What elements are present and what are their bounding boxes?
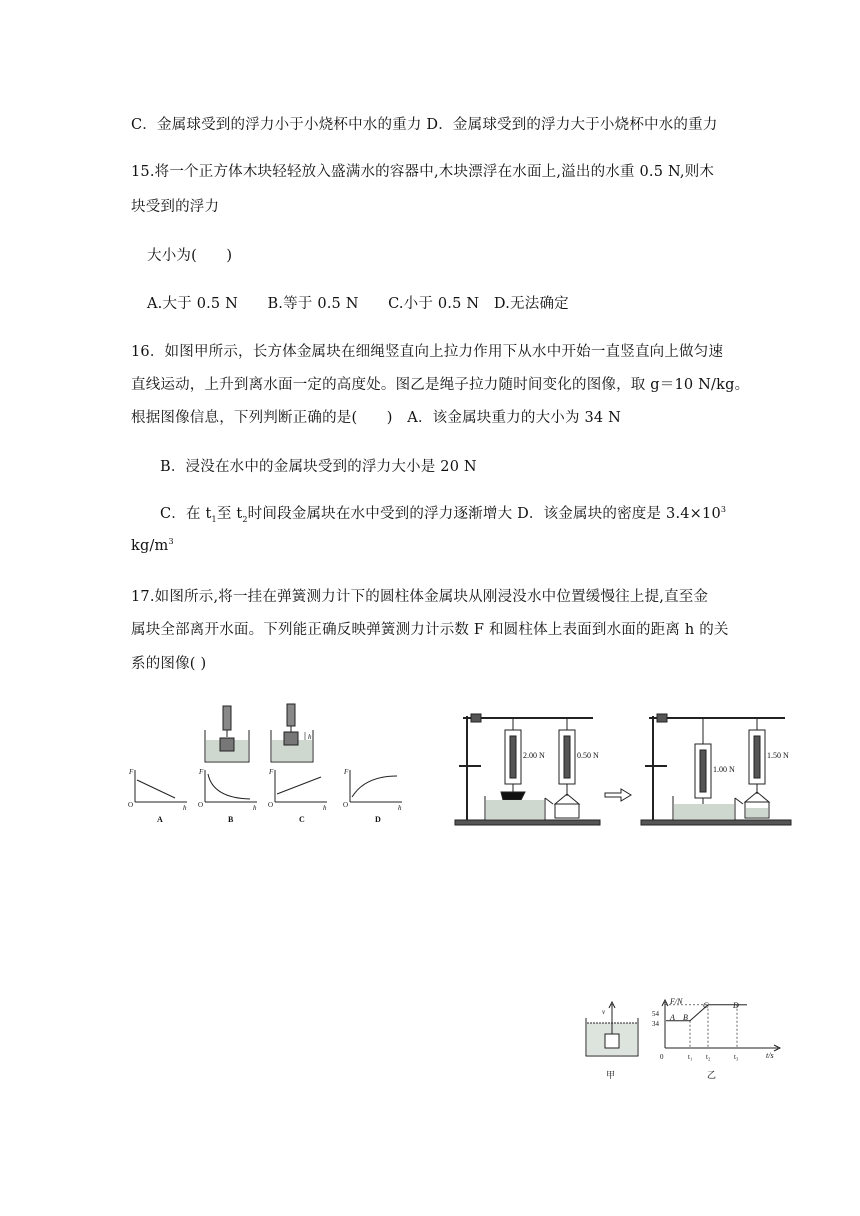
velocity-label: v <box>602 1008 606 1016</box>
axis-f-d: F <box>344 768 349 776</box>
figure-yi-graph <box>652 997 780 1080</box>
q16-stem-line1: 16．如图甲所示，长方体金属块在细绳竖直向上拉力作用下从水中开始一直竖直向上做匀速 <box>131 344 724 360</box>
q15-options: A.大于 0.5 N B.等于 0.5 N C.小于 0.5 N D.无法确定 <box>147 296 569 312</box>
q17-stem-line1: 17.如图所示,将一挂在弹簧测力计下的圆柱体金属块从刚浸没水中位置缓慢往上提,直至金 <box>131 589 709 605</box>
origin-d: O <box>343 801 349 809</box>
left-scale-reading-2: 1.00 N <box>713 765 735 774</box>
left-scale-reading-1: 2.00 N <box>523 751 545 760</box>
t2-subscript: 2 <box>242 514 248 524</box>
overflow-balance-figure <box>445 708 805 830</box>
label-yi: 乙 <box>707 1070 717 1080</box>
label-b: B <box>228 815 234 824</box>
option-b-graph <box>198 768 257 824</box>
option-c-graph <box>268 768 327 824</box>
q15-stem-line2: 块受到的浮力 <box>131 199 220 215</box>
force-time-line <box>666 1005 737 1021</box>
option-a-graph <box>128 768 187 824</box>
axis-f-b: F <box>199 768 204 776</box>
t1-subscript: 1 <box>211 514 217 524</box>
q15-stem-line1: 15.将一个正方体木块轻轻放入盛满水的容器中,木块漂浮在水面上,溢出的水重 0.5 N,则木 <box>131 164 715 180</box>
label-jia: 甲 <box>606 1070 616 1080</box>
q16-stem-line2: 直线运动，上升到离水面一定的高度处。图乙是绳子拉力随时间变化的图像，取 g＝10 N/kg。 <box>131 377 750 393</box>
q16-option-b: B．浸没在水中的金属块受到的浮力大小是 20 N <box>160 459 477 475</box>
q17-stem-line3: 系的图像( ) <box>131 656 207 672</box>
figure-jia <box>586 1002 638 1080</box>
q16-option-c-text-3: 时间段金属块在水中受到的浮力逐渐增大 D．该金属块的密度是 3.4×10 <box>247 506 721 522</box>
y-axis-label: F/N <box>670 997 683 1006</box>
right-scale-reading-2: 1.50 N <box>767 751 789 760</box>
q14-option-cd: C．金属球受到的浮力小于小烧杯中水的重力 D．金属球受到的浮力大于小烧杯中水的重力 <box>131 117 718 133</box>
point-c-label: C <box>703 1001 709 1010</box>
q16-figure <box>582 996 792 1096</box>
q16-option-cd <box>160 502 726 524</box>
option-d-graph <box>343 768 402 824</box>
axis-h-b: h <box>253 804 257 812</box>
apparatus-after <box>641 714 791 825</box>
axis-f-a: F <box>129 768 134 776</box>
axis-f-c: F <box>269 768 274 776</box>
apparatus-rising <box>271 704 313 762</box>
q16-option-c-text: C．在 t <box>160 506 212 522</box>
label-a: A <box>157 815 163 824</box>
apparatus-before <box>455 714 600 825</box>
depth-h-label: h <box>308 733 312 741</box>
q16-option-c-text-2: 至 t <box>216 506 243 522</box>
axis-h-c: h <box>323 804 327 812</box>
right-scale-reading-1: 0.50 N <box>577 751 599 760</box>
apparatus-submerged <box>205 706 249 762</box>
axis-h-a: h <box>183 804 187 812</box>
q17-options-figure <box>125 700 415 830</box>
axis-h-d: h <box>398 804 402 812</box>
density-exponent: 3 <box>720 505 727 515</box>
q16-stem-line3: 根据图像信息，下列判断正确的是( ) A．该金属块重力的大小为 34 N <box>131 410 622 426</box>
label-c: C <box>299 815 305 824</box>
x-tick-t2: t₂ <box>706 1053 711 1061</box>
unit-exponent: 3 <box>168 537 174 546</box>
unit-text: kg/m <box>131 537 169 554</box>
q16-density-unit <box>131 537 174 554</box>
y-tick-34: 34 <box>652 1020 659 1028</box>
q15-stem-line3: 大小为( ) <box>147 248 233 264</box>
origin-a: O <box>128 801 134 809</box>
y-tick-54: 54 <box>652 1010 659 1018</box>
point-d-label: D <box>733 1001 739 1010</box>
x-tick-t1: t₁ <box>688 1053 693 1061</box>
point-b-label: B <box>683 1013 688 1022</box>
origin-c: O <box>268 801 274 809</box>
q17-stem-line2: 属块全部离开水面。下列能正确反映弹簧测力计示数 F 和圆柱体上表面到水面的距离 h 的关 <box>131 622 729 638</box>
transition-arrow <box>605 789 631 801</box>
x-axis-label: t/s <box>766 1051 774 1060</box>
origin-b: O <box>198 801 204 809</box>
x-tick-t3: t₃ <box>734 1053 739 1061</box>
point-a-label: A <box>670 1013 675 1022</box>
graph-origin: 0 <box>660 1053 664 1061</box>
label-d: D <box>375 815 381 824</box>
